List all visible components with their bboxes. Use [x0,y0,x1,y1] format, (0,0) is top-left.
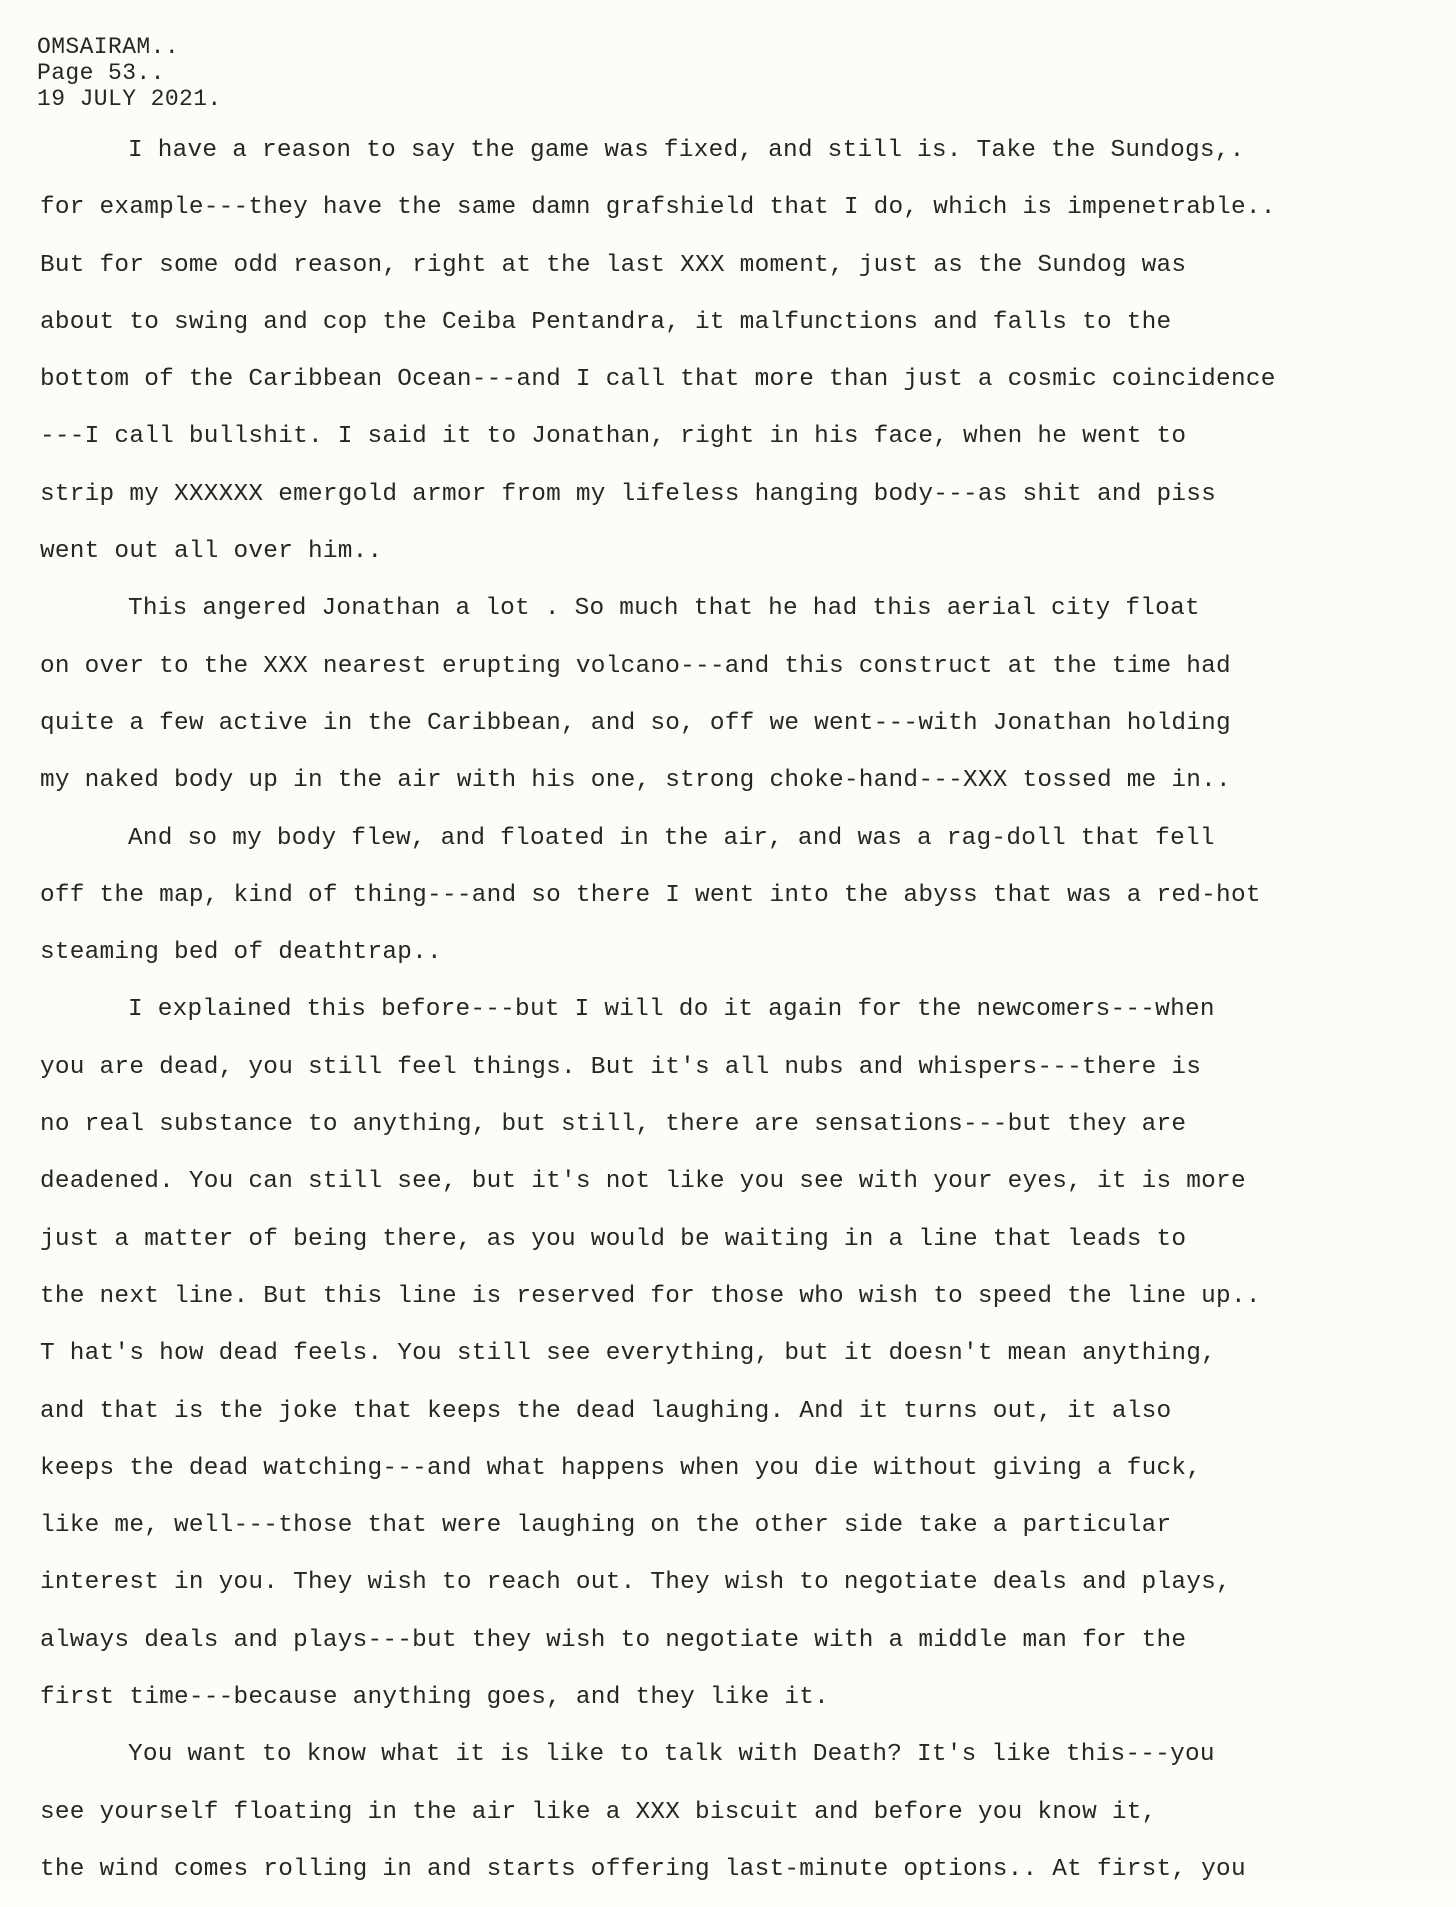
text-line: just a matter of being there, as you would be waiting in a line that leads to [40,1225,1187,1253]
text-line: But for some odd reason, right at the last XXX moment, just as the Sundog was [40,251,1187,279]
text-line: off the map, kind of thing---and so there I went into the abyss that was a red-hot [40,881,1261,909]
text-line: the next line. But this line is reserved for those who wish to speed the line up.. [40,1282,1261,1310]
text-line: I have a reason to say the game was fixed, and still is. Take the Sundogs,. [128,137,1245,164]
text-line: always deals and plays---but they wish to negotiate with a middle man for the [40,1626,1187,1654]
text-line: steaming bed of deathtrap.. [40,939,442,967]
text-line: And so my body flew, and floated in the air, and was a rag-doll that fell [128,824,1215,852]
header-title: OMSAIRAM.. [37,34,180,60]
text-line: interest in you. They wish to reach out. They wish to negotiate deals and plays, [40,1569,1231,1597]
text-line: quite a few active in the Caribbean, and so, off we went---with Jonathan holding [40,709,1231,737]
text-line: like me, well---those that were laughing on the other side take a particular [40,1512,1172,1540]
text-line: ---I call bullshit. I said it to Jonathan, right in his face, when he went to [40,423,1187,451]
text-line: This angered Jonathan a lot . So much that he had this aerial city float [128,595,1200,623]
text-line: about to swing and cop the Ceiba Pentandra, it malfunctions and falls to the [40,308,1172,336]
text-line: you are dead, you still feel things. But it's all nubs and whispers---there is [40,1053,1202,1081]
text-line: on over to the XXX nearest erupting volcano---and this construct at the time had [40,652,1231,680]
body-text [40,131,1456,1907]
page-number: Page 53.. [37,60,165,86]
text-line: keeps the dead watching---and what happens when you die without giving a fuck, [40,1454,1202,1482]
text-line: T hat's how dead feels. You still see everything, but it doesn't mean anything, [40,1340,1217,1368]
text-line: and that is the joke that keeps the dead laughing. And it turns out, it also [40,1397,1172,1425]
text-line: see yourself floating in the air like a XXX biscuit and before you know it, [40,1798,1157,1826]
text-line: I explained this before---but I will do it again for the newcomers---when [128,996,1215,1024]
text-line: bottom of the Caribbean Ocean---and I call that more than just a cosmic coincidence [40,366,1276,394]
text-line: for example---they have the same damn grafshield that I do, which is impenetrable.. [40,194,1276,222]
page-header [37,34,222,112]
text-line: my naked body up in the air with his one, strong choke-hand---XXX tossed me in.. [40,767,1231,795]
text-line: strip my XXXXXX emergold armor from my lifeless hanging body---as shit and piss [40,480,1217,508]
text-line: no real substance to anything, but still, there are sensations---but they are [40,1111,1187,1139]
page-date: 19 JULY 2021. [37,86,222,112]
text-line: first time---because anything goes, and they like it. [40,1684,829,1712]
text-line: You want to know what it is like to talk with Death? It's like this---you [128,1741,1215,1769]
text-line: deadened. You can still see, but it's not like you see with your eyes, it is more [40,1168,1246,1196]
text-line: went out all over him.. [40,538,383,566]
text-line: the wind comes rolling in and starts offering last-minute options.. At first, you [40,1855,1246,1883]
